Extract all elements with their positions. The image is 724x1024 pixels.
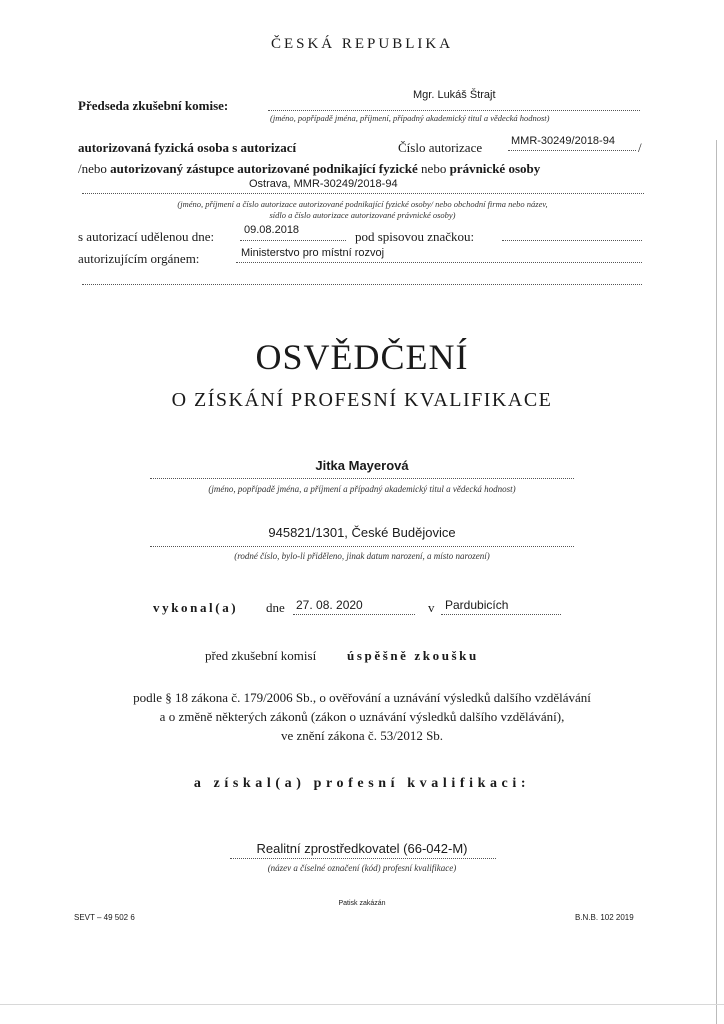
authorization-number-line [508, 150, 636, 151]
authority-label: autorizujícím orgánem: [78, 251, 200, 266]
exam-date-line [293, 614, 415, 615]
certificate-subtitle: O ZÍSKÁNÍ PROFESNÍ KVALIFIKACE [171, 389, 553, 411]
file-number-label: pod spisovou značkou: [355, 229, 475, 244]
holder-birth-line [150, 546, 574, 547]
holder-name-line [150, 478, 574, 479]
form-code-left: SEVT – 49 502 6 [74, 913, 135, 922]
chair-note: (jméno, popřípadě jména, příjmení, případný akademický titul a vědecká hodnost) [270, 113, 550, 123]
authorization-number-value: MMR-30249/2018-94 [511, 135, 615, 147]
granted-date-value: 09.08.2018 [244, 224, 300, 236]
authorized-person-label: autorizovaná fyzická osoba s autorizací [78, 140, 297, 155]
representative-note-2: sídlo a číslo autorizace autorizované právnické osoby) [269, 210, 456, 220]
exam-place-value: Pardubicích [445, 598, 509, 612]
chair-label: Předseda zkušební komise: [78, 98, 229, 113]
representative-connector: nebo [417, 161, 450, 176]
did-label: vykonal(a) [153, 600, 239, 615]
file-number-line [502, 240, 642, 241]
reprint-notice: Patisk zakázán [338, 900, 386, 907]
page-edge-line [716, 140, 717, 1024]
qualification-value: Realitní zprostředkovatel (66-042-M) [256, 841, 468, 856]
holder-name: Jitka Mayerová [315, 458, 409, 473]
qualification-line [230, 858, 496, 859]
holder-birth: 945821/1301, České Budějovice [268, 525, 456, 540]
representative-value: Ostrava, MMR-30249/2018-94 [249, 178, 398, 190]
authorization-slash: / [638, 140, 642, 155]
representative-bold-part1: autorizovaný zástupce autorizované podnikající fyzické [110, 161, 418, 176]
before-commission-label: před zkušební komisí [205, 648, 317, 663]
holder-name-note: (jméno, popřípadě jména, a příjmení a případný akademický titul a vědecká hodnost) [208, 484, 516, 494]
page-bottom-edge [0, 1004, 724, 1005]
certificate-title: OSVĚDČENÍ [255, 337, 469, 377]
authority-line [236, 262, 642, 263]
law-line-2: a o změně některých zákonů (zákon o uznávání výsledků dalšího vzdělávání), [159, 709, 565, 724]
authority-value: Ministerstvo pro místní rozvoj [241, 247, 385, 259]
representative-prefix: /nebo [78, 161, 111, 176]
representative-line [78, 161, 540, 177]
qualification-note: (název a číselné označení (kód) profesní kvalifikace) [267, 863, 457, 873]
exam-result: úspěšně zkoušku [347, 648, 479, 663]
country-heading: ČESKÁ REPUBLIKA [270, 36, 454, 52]
acquired-label: a získal(a) profesní kvalifikaci: [193, 776, 531, 791]
form-code-right: B.N.B. 102 2019 [575, 913, 634, 922]
holder-birth-note: (rodné číslo, bylo-li přiděleno, jinak datum narození, a místo narození) [234, 551, 490, 561]
chair-name-value: Mgr. Lukáš Štrajt [413, 89, 496, 101]
blank-dotted-line [82, 284, 642, 285]
granted-date-line [240, 240, 346, 241]
date-label: dne [266, 600, 285, 615]
representative-dotted-line [82, 193, 644, 194]
law-line-1: podle § 18 zákona č. 179/2006 Sb., o ověřování a uznávání výsledků dalšího vzdělávání [133, 690, 591, 705]
law-line-3: ve znění zákona č. 53/2012 Sb. [280, 728, 444, 743]
place-label: v [428, 600, 435, 615]
representative-note-1: (jméno, příjmení a číslo autorizace autorizované podnikající fyzické osoby/ nebo obchodní firma nebo název, [177, 199, 548, 209]
authorization-number-label: Číslo autorizace [398, 140, 483, 155]
chair-dotted-line [268, 110, 640, 111]
granted-date-label: s autorizací udělenou dne: [78, 229, 215, 244]
exam-place-line [441, 614, 561, 615]
exam-date-value: 27. 08. 2020 [296, 598, 363, 612]
representative-bold-part2: právnické osoby [449, 161, 541, 176]
